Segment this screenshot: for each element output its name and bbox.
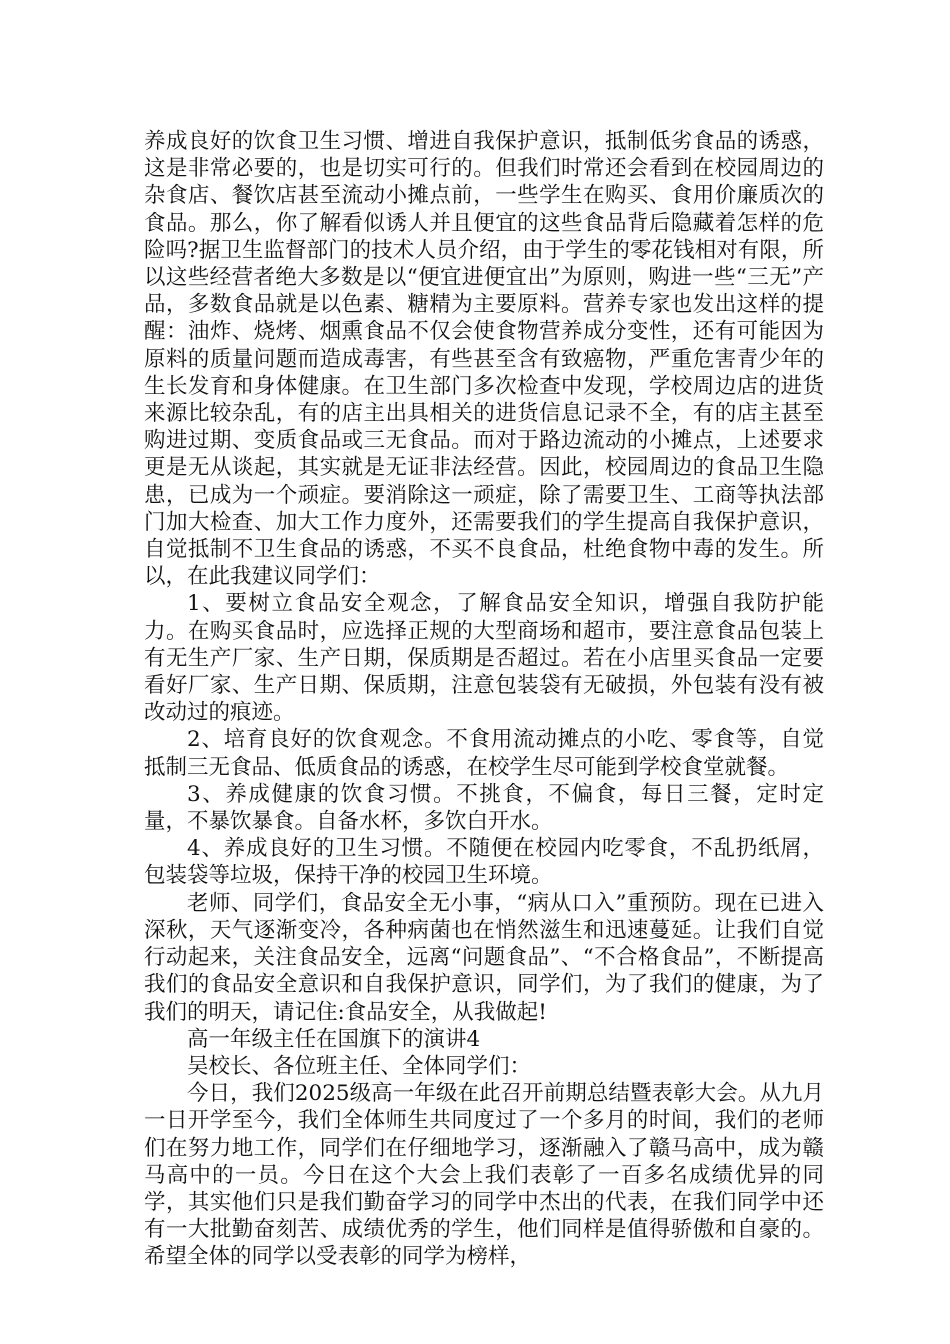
document-page [144, 128, 824, 1271]
tip-4-paragraph: 4、养成良好的卫生习惯。不随便在校园内吃零食，不乱扔纸屑，包装袋等垃圾，保持干净的校园卫生环境。 [144, 836, 824, 889]
speech-body-paragraph: 今日，我们2025级高一年级在此召开前期总结暨表彰大会。从九月一日开学至今，我们全体师生共同度过了一个多月的时间，我们的老师们在努力地工作，同学们在仔细地学习，逐渐融入了赣马高中，成为赣马高中的一员。今日在这个大会上我们表彰了一百多名成绩优异的同学，其实他们只是我们勤奋学习的同学中杰出的代表，在我们同学中还有一大批勤奋刻苦、成绩优秀的学生，他们同样是值得骄傲和自豪的。希望全体的同学以受表彰的同学为榜样， [144, 1081, 824, 1270]
tip-2-paragraph: 2、培育良好的饮食观念。不食用流动摊点的小吃、零食等，自觉抵制三无食品、低质食品的诱惑，在校学生尽可能到学校食堂就餐。 [144, 727, 824, 780]
tip-1-paragraph: 1、要树立食品安全观念，了解食品安全知识，增强自我防护能力。在购买食品时，应选择正规的大型商场和超市，要注意食品包装上有无生产厂家、生产日期，保质期是否超过。若在小店里买食品一定要看好厂家、生产日期、保质期，注意包装袋有无破损，外包装有没有被改动过的痕迹。 [144, 591, 824, 726]
speech-title: 高一年级主任在国旗下的演讲4 [187, 1026, 481, 1052]
tip-3-paragraph: 3、养成健康的饮食习惯。不挑食，不偏食，每日三餐，定时定量，不暴饮暴食。自备水杯，多饮白开水。 [144, 781, 824, 835]
body-paragraph-1: 养成良好的饮食卫生习惯、增进自我保护意识，抵制低劣食品的诱惑，这是非常必要的，也是切实可行的。但我们时常还会看到在校园周边的杂食店、餐饮店甚至流动小摊点前，一些学生在购买、食用价廉质次的食品。那么，你了解看似诱人并且便宜的这些食品背后隐藏着怎样的危险吗?据卫生监督部门的技术人员介绍，由于学生的零花钱相对有限，所以这些经营者绝大多数是以“便宜进便宜出”为原则，购进一些“三无”产品，多数食品就是以色素、糖精为主要原料。营养专家也发出这样的提醒：油炸、烧烤、烟熏食品不仅会使食物营养成分变性，还有可能因为原料的质量问题而造成毒害，有些甚至含有致癌物，严重危害青少年的生长发育和身体健康。在卫生部门多次检查中发现，学校周边店的进货来源比较杂乱，有的店主出具相关的进货信息记录不全，有的店主甚至购进过期、变质食品或三无食品。而对于路边流动的小摊点，上述要求更是无从谈起，其实就是无证非法经营。因此，校园周边的食品卫生隐患，已成为一个顽症。要消除这一顽症，除了需要卫生、工商等执法部门加大检查、加大工作力度外，还需要我们的学生提高自我保护意识，自觉抵制不卫生食品的诱惑，不买不良食品，杜绝食物中毒的发生。所以，在此我建议同学们： [144, 129, 824, 590]
speech-salutation: 吴校长、各位班主任、全体同学们： [187, 1053, 532, 1079]
closing-paragraph: 老师、同学们，食品安全无小事，“病从口入”重预防。现在已进入深秋，天气逐渐变冷，各种病菌也在悄然滋生和迅速蔓延。让我们自觉行动起来，关注食品安全，远离“问题食品”、“不合格食品”，不断提高我们的食品安全意识和自我保护意识，同学们，为了我们的健康，为了我们的明天，请记住:食品安全，从我做起! [144, 890, 824, 1025]
